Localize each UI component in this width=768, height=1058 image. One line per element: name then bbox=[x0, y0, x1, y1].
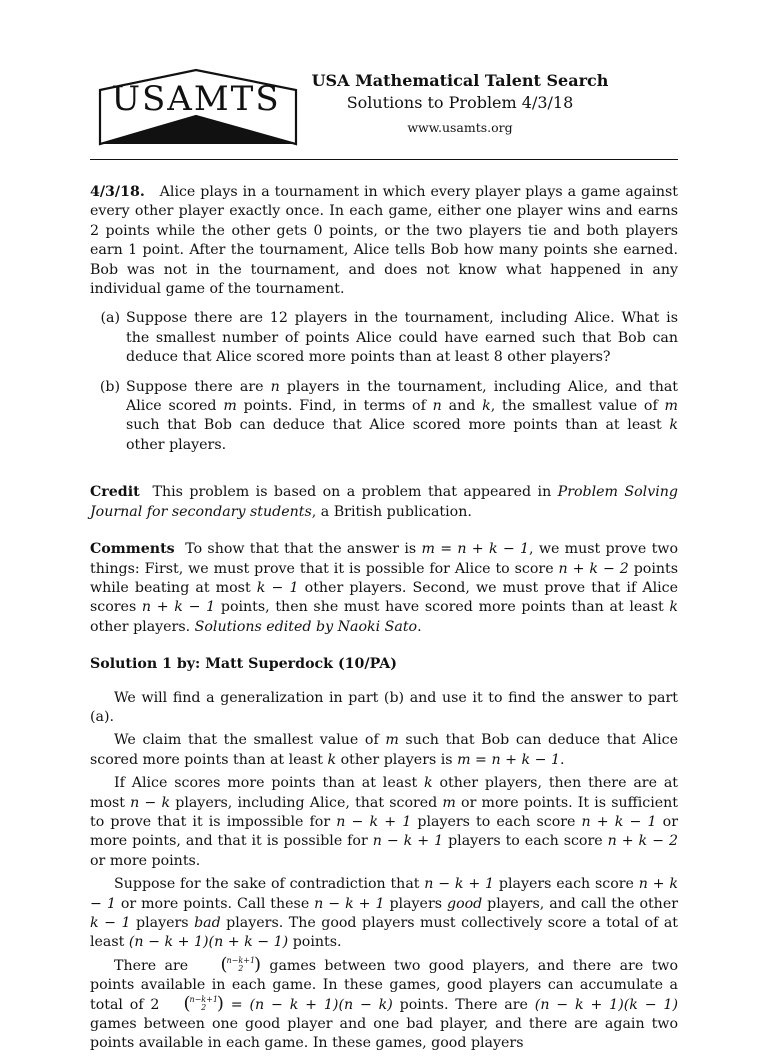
problem-part-b bbox=[90, 378, 678, 456]
comments-label: Comments bbox=[90, 541, 175, 558]
header-url: www.usamts.org bbox=[407, 120, 513, 135]
part-text: Suppose there are 12 players in the tournament, including Alice. What is the smallest number of points Alice could have earned such that Bob can deduce that Alice scored more points than at least 8 other players? bbox=[126, 310, 678, 366]
binomial-coefficient: ( n−k+1 2 ) bbox=[159, 996, 224, 1014]
solution-paragraph-4: Suppose for the sake of contradiction that n − k + 1 players each score n + k − 1 or more points. Call these n − k + 1 players good players, and call the other k − 1 players bad players. The good players must collectively score a total of at least (n − k + 1)(n + k − 1) points. bbox=[90, 876, 679, 951]
header-subtitle: Solutions to Problem 4/3/18 bbox=[346, 93, 574, 112]
journal-name: Problem Solving Journal for secondary students bbox=[90, 484, 678, 520]
svg-text:USAMTS: USAMTS bbox=[111, 79, 281, 119]
problem-number: 4/3/18. bbox=[90, 184, 145, 200]
problem-part-a bbox=[90, 309, 678, 367]
solution-paragraph-1: We will find a generalization in part (b) and use it to find the answer to part (a). bbox=[90, 689, 678, 725]
part-text: Suppose there are n players in the tournament, including Alice, and that Alice scored m points. Find, in terms of n and k, the smallest value of m such that Bob can deduce that Alice scored more points than at least k other players. bbox=[126, 378, 679, 453]
credit-label: Credit bbox=[90, 484, 140, 501]
editor-credit: Solutions edited by Naoki Sato bbox=[194, 618, 418, 635]
solution-paragraph-2: We claim that the smallest value of m such that Bob can deduce that Alice scored more points than at least k other players is m = n + k − 1. bbox=[90, 732, 678, 768]
page-header bbox=[300, 70, 620, 137]
credit-paragraph: Credit This problem is based on a problem that appeared in Problem Solving Journal for secondary students, a British publication. bbox=[90, 484, 678, 520]
problem-statement bbox=[90, 183, 678, 299]
header-divider bbox=[90, 159, 678, 160]
part-label: (a) bbox=[100, 310, 120, 327]
solution-paragraph-5: There are ( n−k+1 2 ) games between two good players, and there are two points available in each game. In these games, good players can accumulate a total of 2 ( n−k+1 2 ) = (n − k + 1)(n − k) points. There are (n − k + 1)(k − 1) games between one good player and one bad player, and there are again two points available in each game. In these games, good players bbox=[90, 957, 678, 1054]
header-title: USA Mathematical Talent Search bbox=[311, 71, 609, 90]
solution-paragraph-3: If Alice scores more points than at least k other players, then there are at most n − k players, including Alice, that scored m or more points. It is sufficient to prove that it is impossible for n − k + 1 players to each score n + k − 1 or more points, and that it is possible for n − k + 1 players to each score n + k − 2 or more points. bbox=[90, 775, 679, 869]
problem-parts bbox=[90, 309, 678, 455]
document-body bbox=[90, 183, 678, 1058]
problem-text: Alice plays in a tournament in which every player plays a game against every other player exactly once. In each game, either one player wins and earns 2 points while the other gets 0 points, or the two players tie and both players earn 1 point. After the tournament, Alice tells Bob how many points she earned. Bob was not in the tournament, and does not know what happened in any individual game of the tournament. bbox=[90, 184, 678, 298]
part-label: (b) bbox=[99, 378, 120, 395]
binomial-coefficient: ( n−k+1 2 ) bbox=[197, 957, 262, 975]
comments-paragraph: Comments To show that that the answer is m = n + k − 1, we must prove two things: First, we must prove that it is possible for Alice to score n + k − 2 points while beating at most k − 1 other players. Second, we must prove that if Alice scores n + k − 1 points, then she must have scored more points than at least k other players. Solutions edited by Naoki Sato. bbox=[90, 541, 679, 635]
usamts-logo bbox=[96, 68, 298, 148]
solution-heading: Solution 1 by: Matt Superdock (10/PA) bbox=[90, 656, 397, 673]
